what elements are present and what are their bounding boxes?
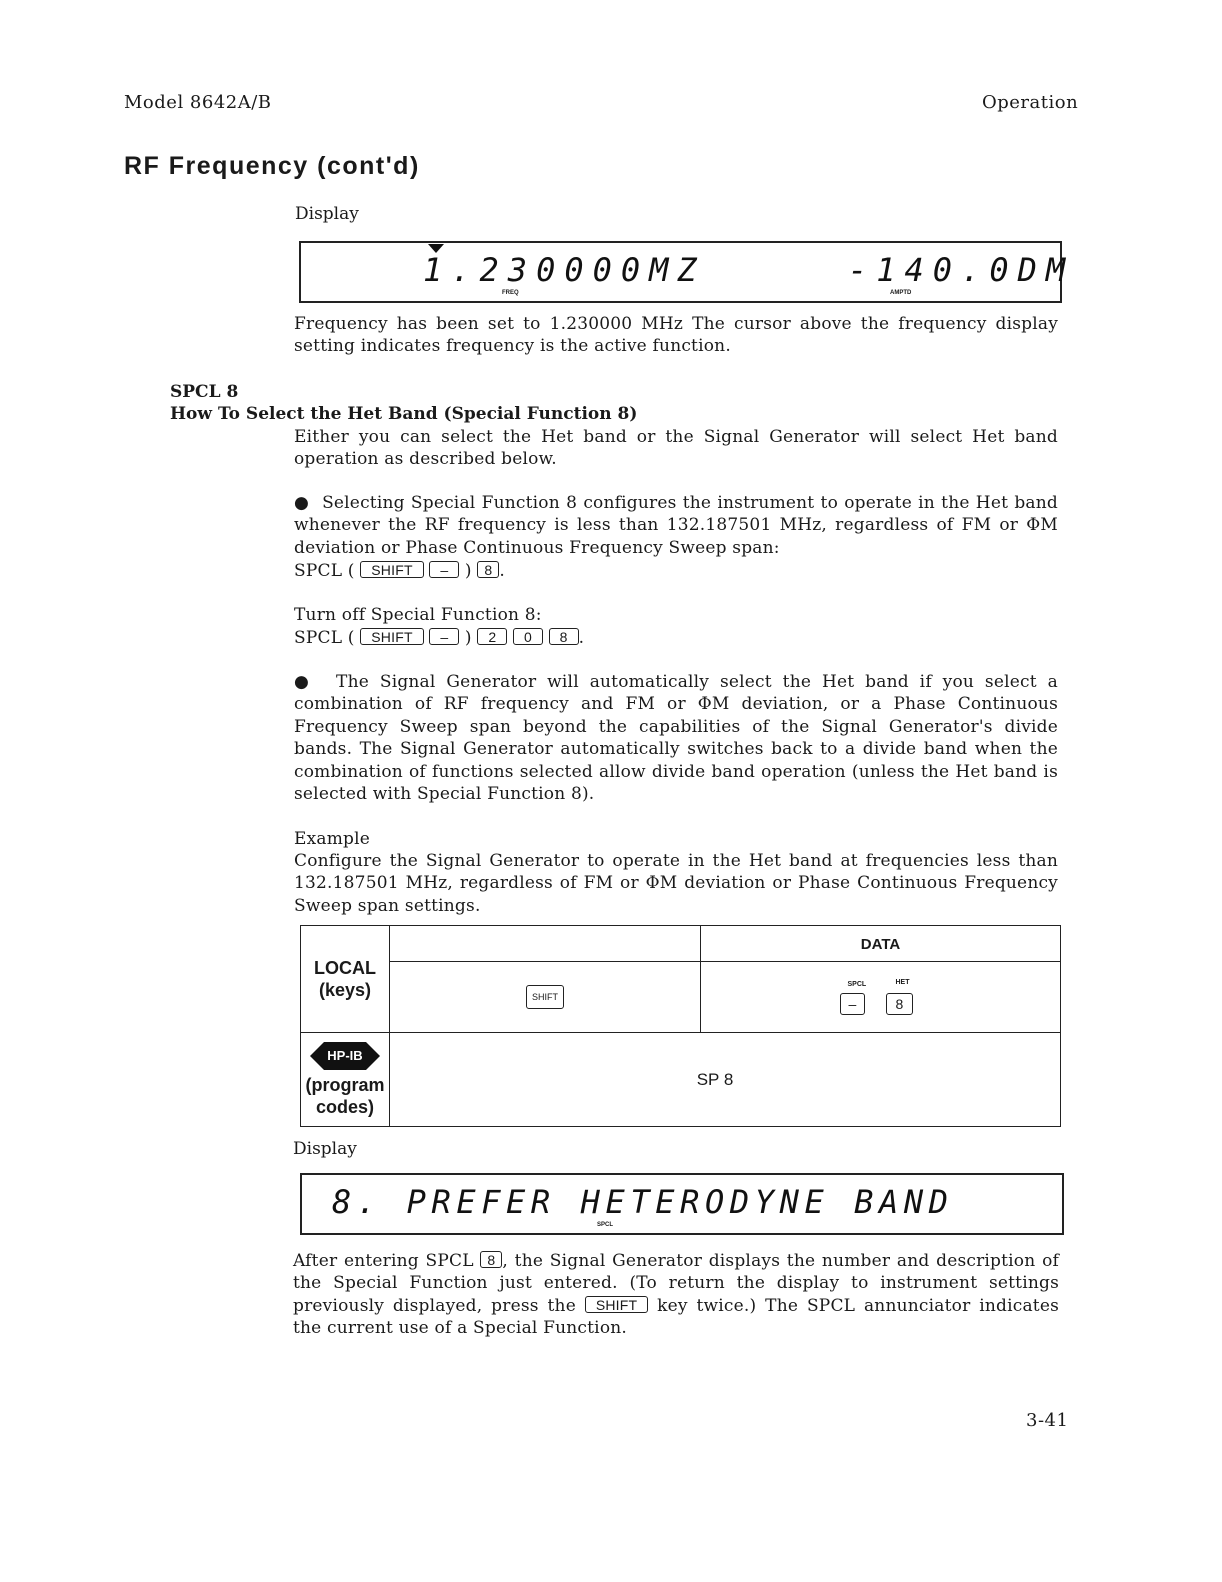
page-number: 3-41 bbox=[1026, 1410, 1069, 1431]
two-key: 2 bbox=[477, 628, 507, 645]
bullet-1 bbox=[294, 492, 1058, 559]
table-eight-key: 8 bbox=[886, 993, 914, 1015]
turn-off-heading: Turn off Special Function 8: bbox=[294, 605, 542, 625]
codes-label: codes) bbox=[315, 1096, 375, 1117]
zero-key: 0 bbox=[513, 628, 543, 645]
after-paragraph bbox=[293, 1250, 1059, 1340]
key-sequence-table bbox=[300, 925, 1061, 1127]
program-label: (program bbox=[305, 1074, 385, 1095]
het-band-heading: How To Select the Het Band (Special Function 8) bbox=[170, 404, 638, 424]
paren-close: ) bbox=[464, 628, 472, 648]
model-header: Model 8642A/B bbox=[124, 92, 272, 113]
spcl-display-panel bbox=[300, 1173, 1064, 1235]
paren-open: ( bbox=[347, 628, 355, 648]
table-minus-key: – bbox=[840, 993, 866, 1015]
het-annunciator: HET bbox=[895, 979, 910, 986]
program-code-cell bbox=[390, 1033, 1061, 1127]
example-text: Configure the Signal Generator to operate in the Het band at frequencies less than 132.187501 MHz, regardless of FM or ΦM deviation or Phase Continuous Frequency Sweep span settings. bbox=[294, 851, 1058, 916]
empty-header-cell bbox=[390, 926, 701, 962]
shift-key: SHIFT bbox=[585, 1296, 648, 1313]
display-heading-1: Display bbox=[295, 204, 359, 224]
shift-key-cell bbox=[390, 962, 701, 1033]
table-shift-key: SHIFT bbox=[526, 985, 564, 1009]
bullet-2-text: The Signal Generator will automatically select the Het band if you select a combination of RF frequency and FM or ΦM deviation, or a Phase Continuous Frequency Sweep span beyond the capabilities of the Signal Generator's divide bands. The Signal Generator automatically switches back to a divide band when the combination of functions selected allow divide band operation (unless the Het band is selected with Special Function 8). bbox=[294, 672, 1058, 805]
seq-prefix: SPCL bbox=[294, 561, 343, 581]
spcl-annunciator: SPCL bbox=[597, 1222, 614, 1228]
hpib-label-cell bbox=[301, 1033, 390, 1127]
shift-key: SHIFT bbox=[360, 628, 423, 645]
after-text-2: , the Signal Generator displays the number and description of the Special Function just entered. (To return the display to instrument settings previously displayed, press the bbox=[293, 1251, 1059, 1316]
frequency-readout: 1.230000MZ bbox=[423, 251, 706, 289]
program-code: SP 8 bbox=[696, 1069, 734, 1089]
paren-open: ( bbox=[347, 561, 355, 581]
keys-label: (keys) bbox=[318, 980, 372, 1000]
bullet-icon: ● bbox=[294, 672, 315, 692]
minus-key: – bbox=[429, 561, 459, 578]
local-label: LOCAL bbox=[314, 958, 376, 978]
bullet-1-text: Selecting Special Function 8 configures the instrument to operate in the Het band whenever the RF frequency is less than 132.187501 MHz, regardless of FM or ΦM deviation or Phase Continuous Frequency Sweep span: bbox=[294, 493, 1058, 558]
data-header: DATA bbox=[860, 936, 901, 953]
paren-close: ) bbox=[464, 561, 472, 581]
spcl-annunciator: SPCL bbox=[847, 981, 867, 988]
display-heading-2: Display bbox=[293, 1139, 357, 1159]
local-label-cell bbox=[301, 926, 390, 1033]
spcl-208-key-sequence bbox=[294, 627, 584, 649]
after-text-3: key twice.) The SPCL annunciator indicates the current use of a Special Function. bbox=[293, 1295, 1060, 1339]
amptd-annunciator: AMPTD bbox=[890, 290, 912, 296]
sequence-period: . bbox=[499, 561, 505, 581]
eight-key: 8 bbox=[549, 628, 579, 645]
seq-prefix: SPCL bbox=[294, 628, 343, 648]
spcl-readout: 8. PREFER HETERODYNE BAND bbox=[332, 1183, 954, 1221]
spcl-8-key-sequence bbox=[294, 560, 505, 582]
amplitude-readout: -140.0DM bbox=[848, 251, 1075, 289]
shift-key: SHIFT bbox=[360, 561, 423, 578]
sequence-period: . bbox=[578, 628, 585, 648]
bullet-icon: ● bbox=[294, 493, 310, 513]
spcl-heading: SPCL 8 bbox=[170, 382, 239, 402]
eight-key: 8 bbox=[477, 561, 499, 578]
bullet-2 bbox=[294, 671, 1058, 805]
example-heading: Example bbox=[294, 829, 371, 849]
data-keys-cell bbox=[701, 962, 1061, 1033]
freq-annunciator: FREQ bbox=[502, 290, 519, 296]
minus-key: – bbox=[429, 628, 459, 645]
eight-key: 8 bbox=[480, 1251, 502, 1268]
section-header: Operation bbox=[982, 92, 1079, 113]
page-title: RF Frequency (cont'd) bbox=[124, 152, 420, 180]
frequency-display-panel bbox=[299, 241, 1075, 303]
intro-paragraph: Either you can select the Het band or the Signal Generator will select Het band operation as described below. bbox=[294, 427, 1058, 470]
data-header-cell bbox=[701, 926, 1061, 962]
display-caption-1: Frequency has been set to 1.230000 MHz The cursor above the frequency display setting indicates frequency is the active function. bbox=[294, 314, 1058, 357]
after-text-1: After entering SPCL bbox=[293, 1251, 474, 1271]
